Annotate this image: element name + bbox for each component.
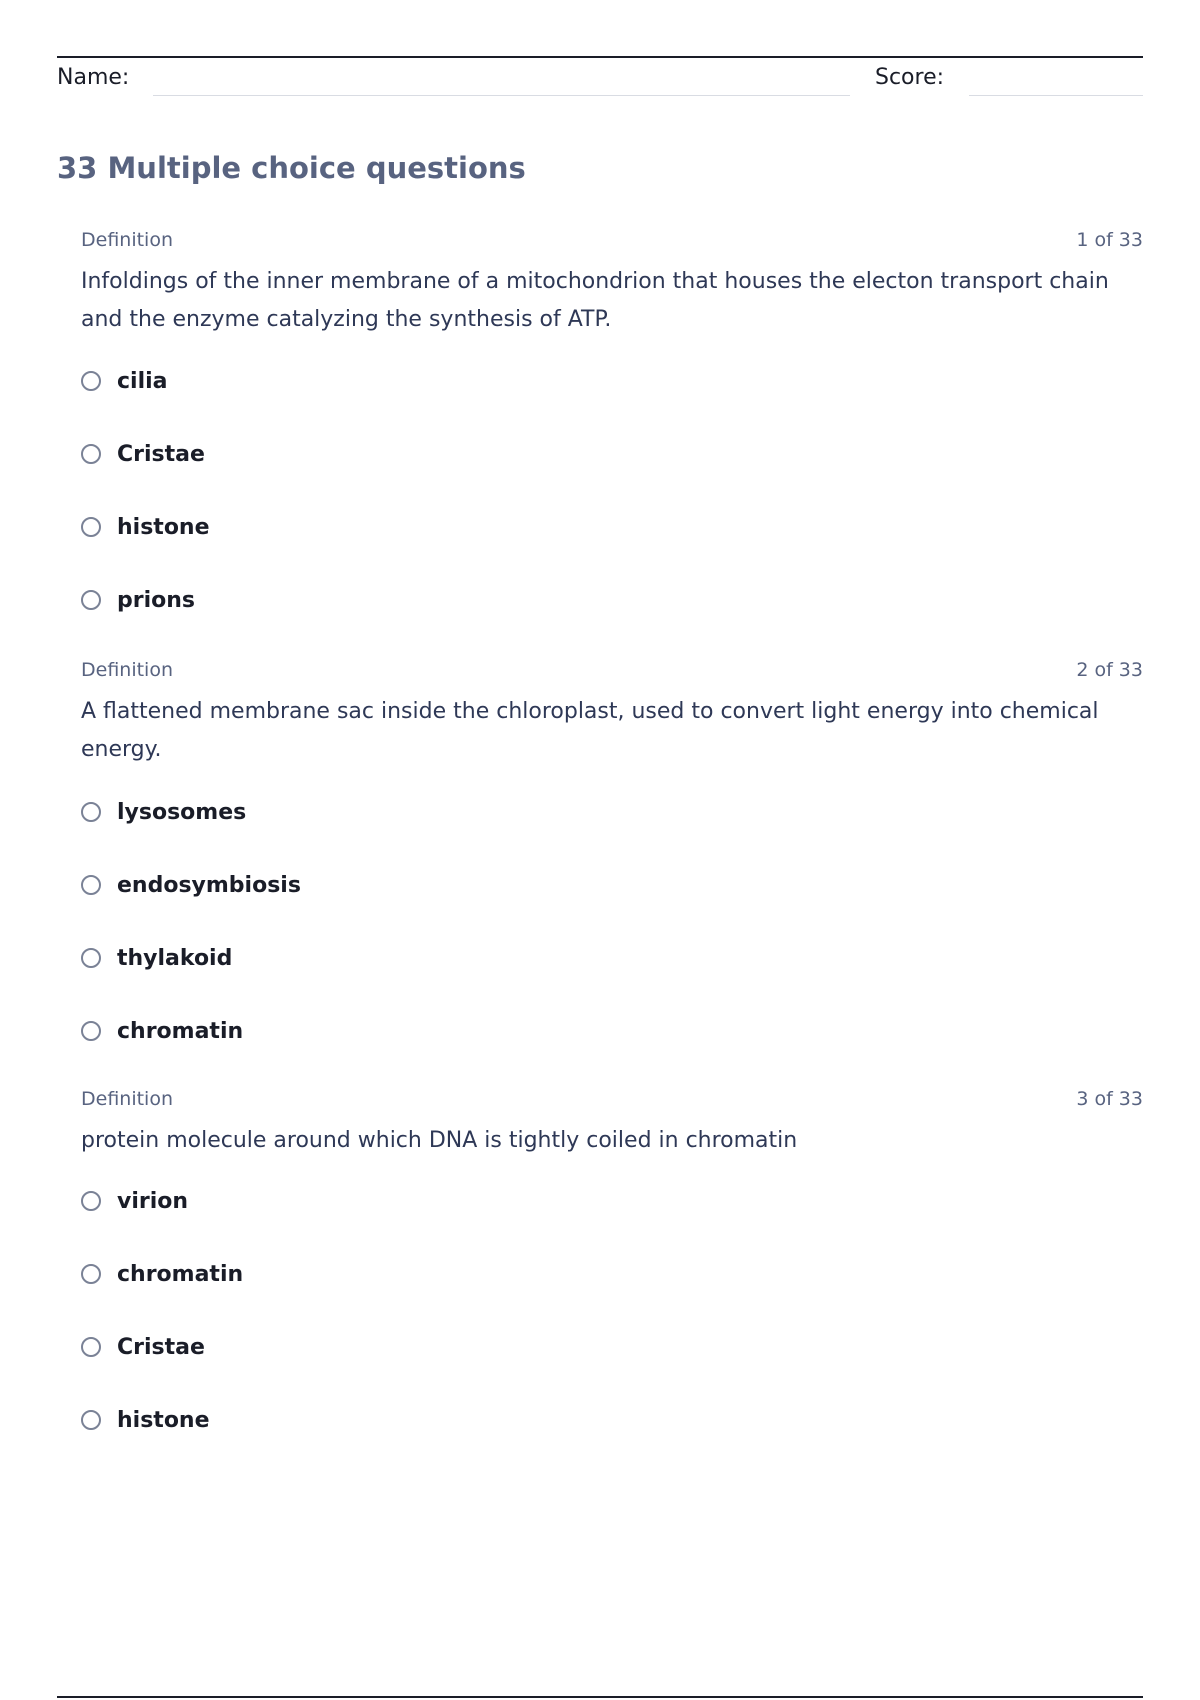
answer-label: chromatin [117,1262,244,1287]
radio-button[interactable] [81,1264,101,1284]
answer-label: lysosomes [117,800,247,825]
answer-option[interactable] [81,872,681,902]
radio-button[interactable] [81,802,101,822]
answer-label: prions [117,588,196,613]
answer-label: chromatin [117,1019,244,1044]
name-label: Name: [57,65,130,90]
radio-button[interactable] [81,371,101,391]
answer-label: endosymbiosis [117,873,301,898]
answer-option[interactable] [81,1261,681,1291]
question-counter: 2 of 33 [1076,659,1143,681]
answer-option[interactable] [81,1334,681,1364]
answer-option[interactable] [81,1018,681,1048]
answer-option[interactable] [81,587,681,617]
answer-label: histone [117,515,210,540]
score-label: Score: [875,65,945,90]
radio-button[interactable] [81,1191,101,1211]
answer-label: virion [117,1189,189,1214]
answer-option[interactable] [81,514,681,544]
question-prompt: A flattened membrane sac inside the chloroplast, used to convert light energy into chemical energy. [81,699,1099,762]
answer-option[interactable] [81,799,681,829]
question-prompt: protein molecule around which DNA is tightly coiled in chromatin [81,1128,798,1153]
radio-button[interactable] [81,948,101,968]
answer-label: histone [117,1408,210,1433]
answer-option[interactable] [81,368,681,398]
answer-label: cilia [117,369,168,394]
top-divider [57,56,1143,58]
answer-label: Cristae [117,442,205,467]
radio-button[interactable] [81,1410,101,1430]
bottom-divider [57,1696,1143,1698]
section-title: 33 Multiple choice questions [57,151,526,185]
answer-option[interactable] [81,1407,681,1437]
radio-button[interactable] [81,590,101,610]
answer-option[interactable] [81,1188,681,1218]
question-type: Definition [81,659,174,681]
radio-button[interactable] [81,1337,101,1357]
question-counter: 1 of 33 [1076,229,1143,251]
answer-label: thylakoid [117,946,233,971]
radio-button[interactable] [81,517,101,537]
name-field[interactable] [153,95,850,96]
question-prompt: Infoldings of the inner membrane of a mitochondrion that houses the electon transport chain and the enzyme catalyzing the synthesis of ATP. [81,269,1109,332]
answer-label: Cristae [117,1335,205,1360]
question-counter: 3 of 33 [1076,1088,1143,1110]
radio-button[interactable] [81,1021,101,1041]
quiz-page [57,0,1143,1700]
score-field[interactable] [969,95,1143,96]
answer-option[interactable] [81,945,681,975]
radio-button[interactable] [81,875,101,895]
answer-option[interactable] [81,441,681,471]
question-type: Definition [81,1088,174,1110]
question-type: Definition [81,229,174,251]
radio-button[interactable] [81,444,101,464]
